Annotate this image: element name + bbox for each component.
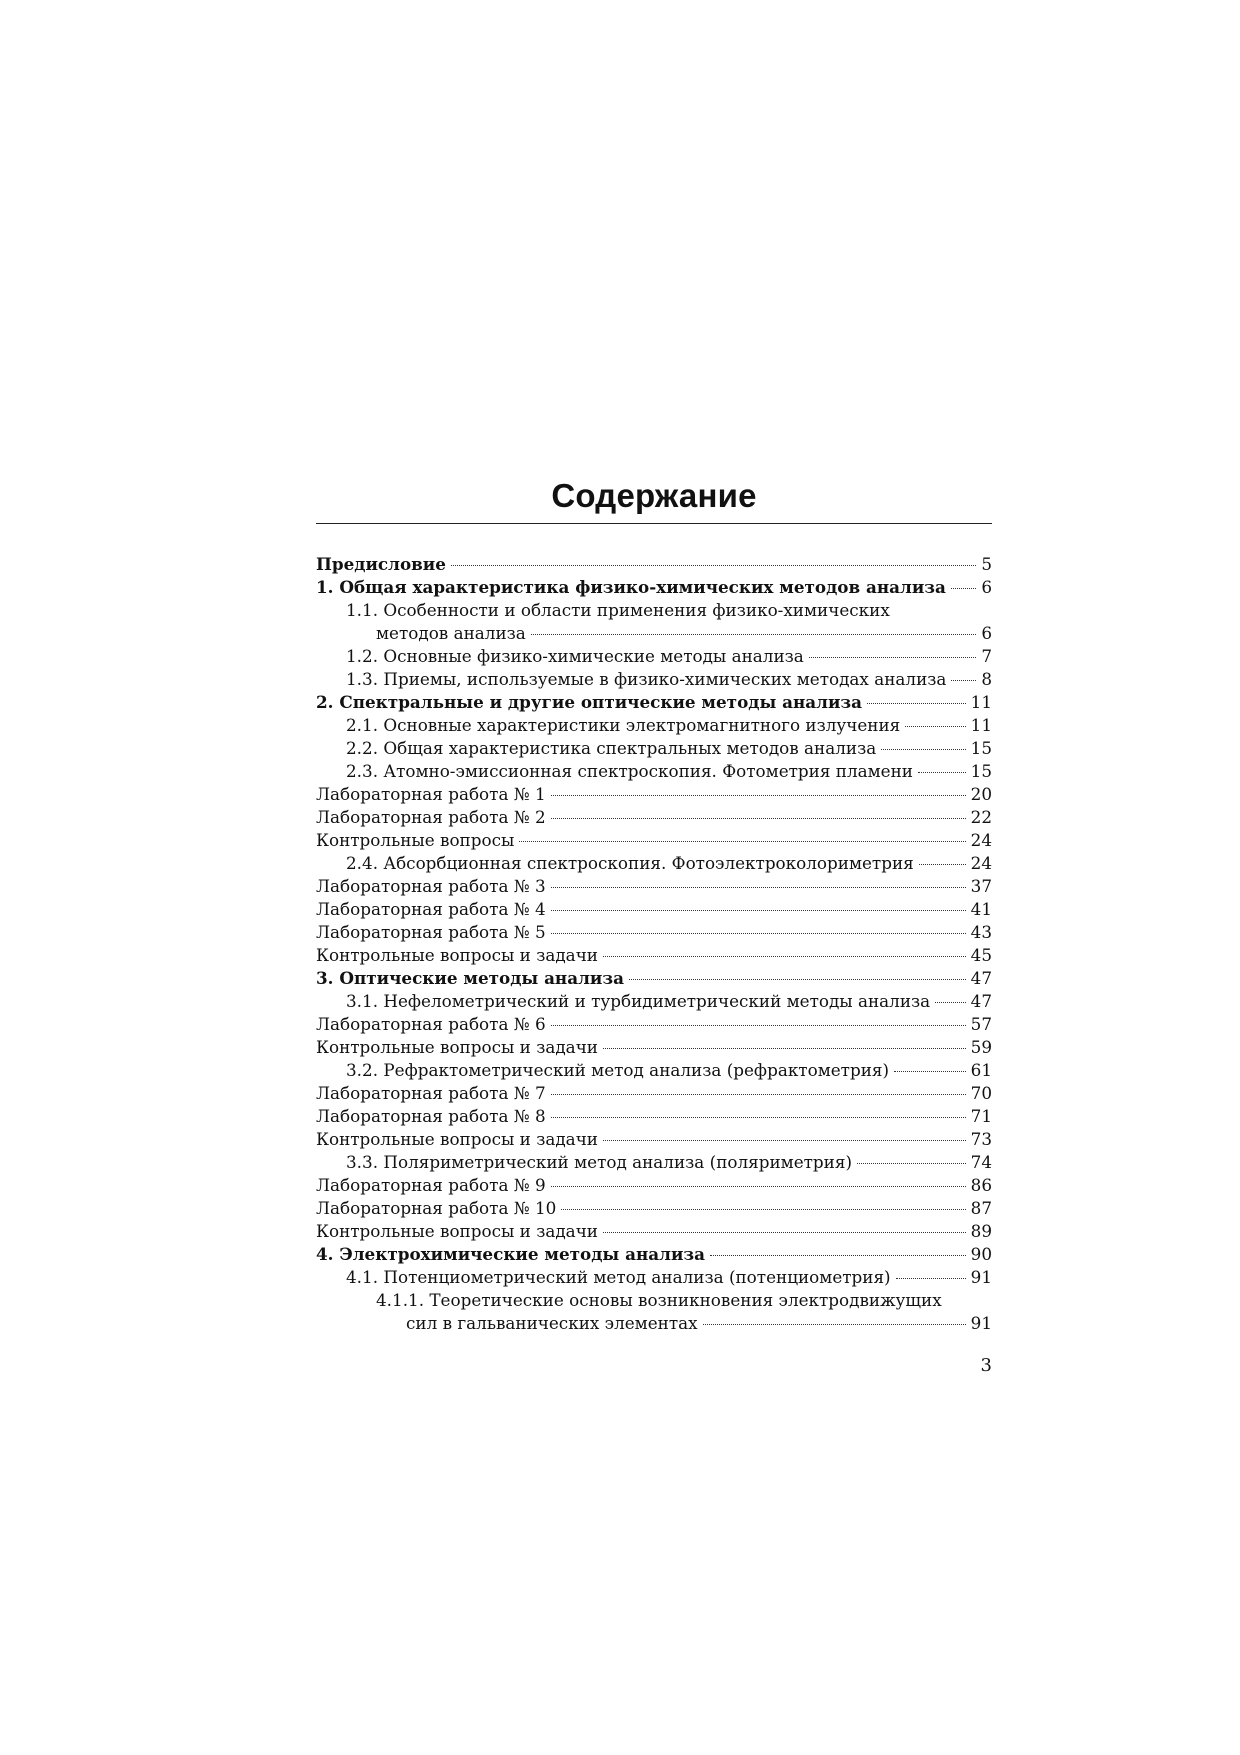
toc-entry-page: 47 xyxy=(970,991,992,1011)
toc-entry-page: 71 xyxy=(970,1106,992,1126)
toc-entry-title: Контрольные вопросы и задачи xyxy=(316,1037,598,1057)
toc-entry[interactable] xyxy=(316,1312,992,1335)
toc-dot-leader xyxy=(881,749,965,750)
toc-entry[interactable] xyxy=(316,990,992,1013)
toc-dot-leader xyxy=(551,1025,966,1026)
toc-entry[interactable] xyxy=(316,1197,992,1220)
toc-dot-leader xyxy=(551,1186,966,1187)
toc-entry-title: 3. Оптические методы анализа xyxy=(316,968,624,988)
toc-dot-leader xyxy=(451,565,976,566)
toc-entry-title: 1.1. Особенности и области применения физико-химических xyxy=(346,600,890,620)
toc-entry-page: 86 xyxy=(970,1175,992,1195)
toc-entry-page: 8 xyxy=(981,669,992,689)
toc-entry-title: Лабораторная работа № 4 xyxy=(316,899,546,919)
toc-entry-title: Лабораторная работа № 7 xyxy=(316,1083,546,1103)
toc-dot-leader xyxy=(894,1071,966,1072)
toc-entry-title: 4.1.1. Теоретические основы возникновения электродвижущих xyxy=(376,1290,942,1310)
toc-entry-page: 37 xyxy=(970,876,992,896)
title-divider xyxy=(316,523,992,524)
toc-entry-page: 90 xyxy=(970,1244,992,1264)
toc-dot-leader xyxy=(551,818,966,819)
toc-dot-leader xyxy=(710,1255,966,1256)
toc-entry-page: 7 xyxy=(981,646,992,666)
toc-entry-page: 5 xyxy=(981,554,992,574)
toc-entry-title: Контрольные вопросы и задачи xyxy=(316,1129,598,1149)
toc-dot-leader xyxy=(551,1117,966,1118)
toc-entry-title: 4. Электрохимические методы анализа xyxy=(316,1244,705,1264)
toc-entry-page: 87 xyxy=(970,1198,992,1218)
toc-dot-leader xyxy=(551,795,966,796)
toc-dot-leader xyxy=(603,956,966,957)
toc-entry-title: 4.1. Потенциометрический метод анализа (потенциометрия) xyxy=(346,1267,891,1287)
toc-entry[interactable] xyxy=(316,1151,992,1174)
toc-entry[interactable] xyxy=(316,599,992,622)
toc-entry[interactable] xyxy=(316,737,992,760)
toc-dot-leader xyxy=(809,657,976,658)
toc-entry[interactable] xyxy=(316,1036,992,1059)
toc-entry-title: Лабораторная работа № 8 xyxy=(316,1106,546,1126)
toc-dot-leader xyxy=(905,726,965,727)
toc-entry-page: 73 xyxy=(970,1129,992,1149)
toc-dot-leader xyxy=(531,634,977,635)
toc-entry[interactable] xyxy=(316,921,992,944)
toc-entry-page: 41 xyxy=(970,899,992,919)
toc-entry-title: Лабораторная работа № 3 xyxy=(316,876,546,896)
toc-dot-leader xyxy=(561,1209,965,1210)
toc-entry[interactable] xyxy=(316,622,992,645)
toc-dot-leader xyxy=(603,1232,966,1233)
toc-entry-page: 45 xyxy=(970,945,992,965)
page-number: 3 xyxy=(980,1355,992,1376)
toc-entry-title: 1. Общая характеристика физико-химических методов анализа xyxy=(316,577,946,597)
toc-dot-leader xyxy=(918,772,966,773)
toc-entry-page: 24 xyxy=(970,830,992,850)
toc-entry[interactable] xyxy=(316,1243,992,1266)
toc-entry-page: 15 xyxy=(970,738,992,758)
toc-entry-title: 1.2. Основные физико-химические методы анализа xyxy=(346,646,804,666)
toc-entry[interactable] xyxy=(316,1059,992,1082)
toc-entry[interactable] xyxy=(316,829,992,852)
toc-dot-leader xyxy=(551,1094,966,1095)
toc-entry[interactable] xyxy=(316,1289,992,1312)
toc-entry[interactable] xyxy=(316,714,992,737)
toc-entry-title: 2.2. Общая характеристика спектральных методов анализа xyxy=(346,738,877,758)
toc-entry-title: 2. Спектральные и другие оптические методы анализа xyxy=(316,692,863,712)
toc-entry-title: 3.1. Нефелометрический и турбидиметрический методы анализа xyxy=(346,991,931,1011)
toc-dot-leader xyxy=(551,887,966,888)
toc-entry[interactable] xyxy=(316,967,992,990)
toc-dot-leader xyxy=(919,864,966,865)
toc-entry-title: Контрольные вопросы xyxy=(316,830,515,850)
toc-entry-title: Лабораторная работа № 9 xyxy=(316,1175,546,1195)
toc-entry-page: 11 xyxy=(970,715,992,735)
toc-entry-page: 20 xyxy=(970,784,992,804)
toc-dot-leader xyxy=(857,1163,966,1164)
toc-entry-page: 11 xyxy=(970,692,992,712)
toc-entry-title: 3.3. Поляриметрический метод анализа (поляриметрия) xyxy=(346,1152,852,1172)
toc-entry-page: 6 xyxy=(981,623,992,643)
toc-dot-leader xyxy=(951,588,976,589)
toc-entry[interactable] xyxy=(316,1266,992,1289)
toc-dot-leader xyxy=(867,703,966,704)
toc-entry-page: 89 xyxy=(970,1221,992,1241)
toc-dot-leader xyxy=(703,1324,966,1325)
toc-entry[interactable] xyxy=(316,944,992,967)
page-title: Содержание xyxy=(551,477,757,514)
toc-entry-page: 59 xyxy=(970,1037,992,1057)
toc-entry-page: 15 xyxy=(970,761,992,781)
toc-entry[interactable] xyxy=(316,1128,992,1151)
toc-entry-page: 91 xyxy=(970,1267,992,1287)
toc-entry-page: 47 xyxy=(970,968,992,988)
toc-entry-title: Лабораторная работа № 5 xyxy=(316,922,546,942)
toc-entry[interactable] xyxy=(316,806,992,829)
toc-entry[interactable] xyxy=(316,1174,992,1197)
toc-entry-title: Предисловие xyxy=(316,554,446,574)
toc-entry[interactable] xyxy=(316,1220,992,1243)
toc-entry-title: 2.1. Основные характеристики электромагнитного излучения xyxy=(346,715,901,735)
toc-entry-title: Контрольные вопросы и задачи xyxy=(316,1221,598,1241)
toc-entry[interactable] xyxy=(316,668,992,691)
toc-dot-leader xyxy=(629,979,966,980)
toc-entry-page: 74 xyxy=(970,1152,992,1172)
table-of-contents xyxy=(316,553,992,1335)
toc-entry-page: 70 xyxy=(970,1083,992,1103)
toc-entry-title: Лабораторная работа № 1 xyxy=(316,784,546,804)
toc-entry[interactable] xyxy=(316,1105,992,1128)
toc-entry-page: 22 xyxy=(970,807,992,827)
toc-entry-page: 43 xyxy=(970,922,992,942)
toc-entry-page: 57 xyxy=(970,1014,992,1034)
toc-entry[interactable] xyxy=(316,760,992,783)
toc-dot-leader xyxy=(603,1140,966,1141)
toc-entry[interactable] xyxy=(316,1013,992,1036)
toc-entry-title: Контрольные вопросы и задачи xyxy=(316,945,598,965)
toc-entry[interactable] xyxy=(316,645,992,668)
toc-entry[interactable] xyxy=(316,576,992,599)
toc-entry-page: 24 xyxy=(970,853,992,873)
toc-dot-leader xyxy=(896,1278,966,1279)
toc-entry[interactable] xyxy=(316,852,992,875)
toc-entry[interactable] xyxy=(316,875,992,898)
toc-dot-leader xyxy=(951,680,976,681)
toc-entry-title: методов анализа xyxy=(376,623,526,643)
toc-dot-leader xyxy=(519,841,965,842)
toc-entry-title: 1.3. Приемы, используемые в физико-химических методах анализа xyxy=(346,669,947,689)
toc-entry-title: Лабораторная работа № 6 xyxy=(316,1014,546,1034)
toc-entry[interactable] xyxy=(316,553,992,576)
toc-dot-leader xyxy=(551,910,966,911)
toc-entry-title: 3.2. Рефрактометрический метод анализа (рефрактометрия) xyxy=(346,1060,890,1080)
toc-entry-page: 91 xyxy=(970,1313,992,1333)
toc-entry-title: Лабораторная работа № 2 xyxy=(316,807,546,827)
toc-entry-title: Лабораторная работа № 10 xyxy=(316,1198,557,1218)
toc-entry[interactable] xyxy=(316,1082,992,1105)
toc-entry-title: 2.3. Атомно-эмиссионная спектроскопия. Фотометрия пламени xyxy=(346,761,913,781)
toc-entry[interactable] xyxy=(316,691,992,714)
toc-dot-leader xyxy=(551,933,966,934)
toc-dot-leader xyxy=(603,1048,966,1049)
toc-entry-title: 2.4. Абсорбционная спектроскопия. Фотоэлектроколориметрия xyxy=(346,853,914,873)
toc-entry-page: 61 xyxy=(970,1060,992,1080)
toc-entry-page: 6 xyxy=(981,577,992,597)
toc-entry-title: сил в гальванических элементах xyxy=(406,1313,698,1333)
toc-dot-leader xyxy=(935,1002,965,1003)
toc-entry[interactable] xyxy=(316,783,992,806)
toc-entry[interactable] xyxy=(316,898,992,921)
